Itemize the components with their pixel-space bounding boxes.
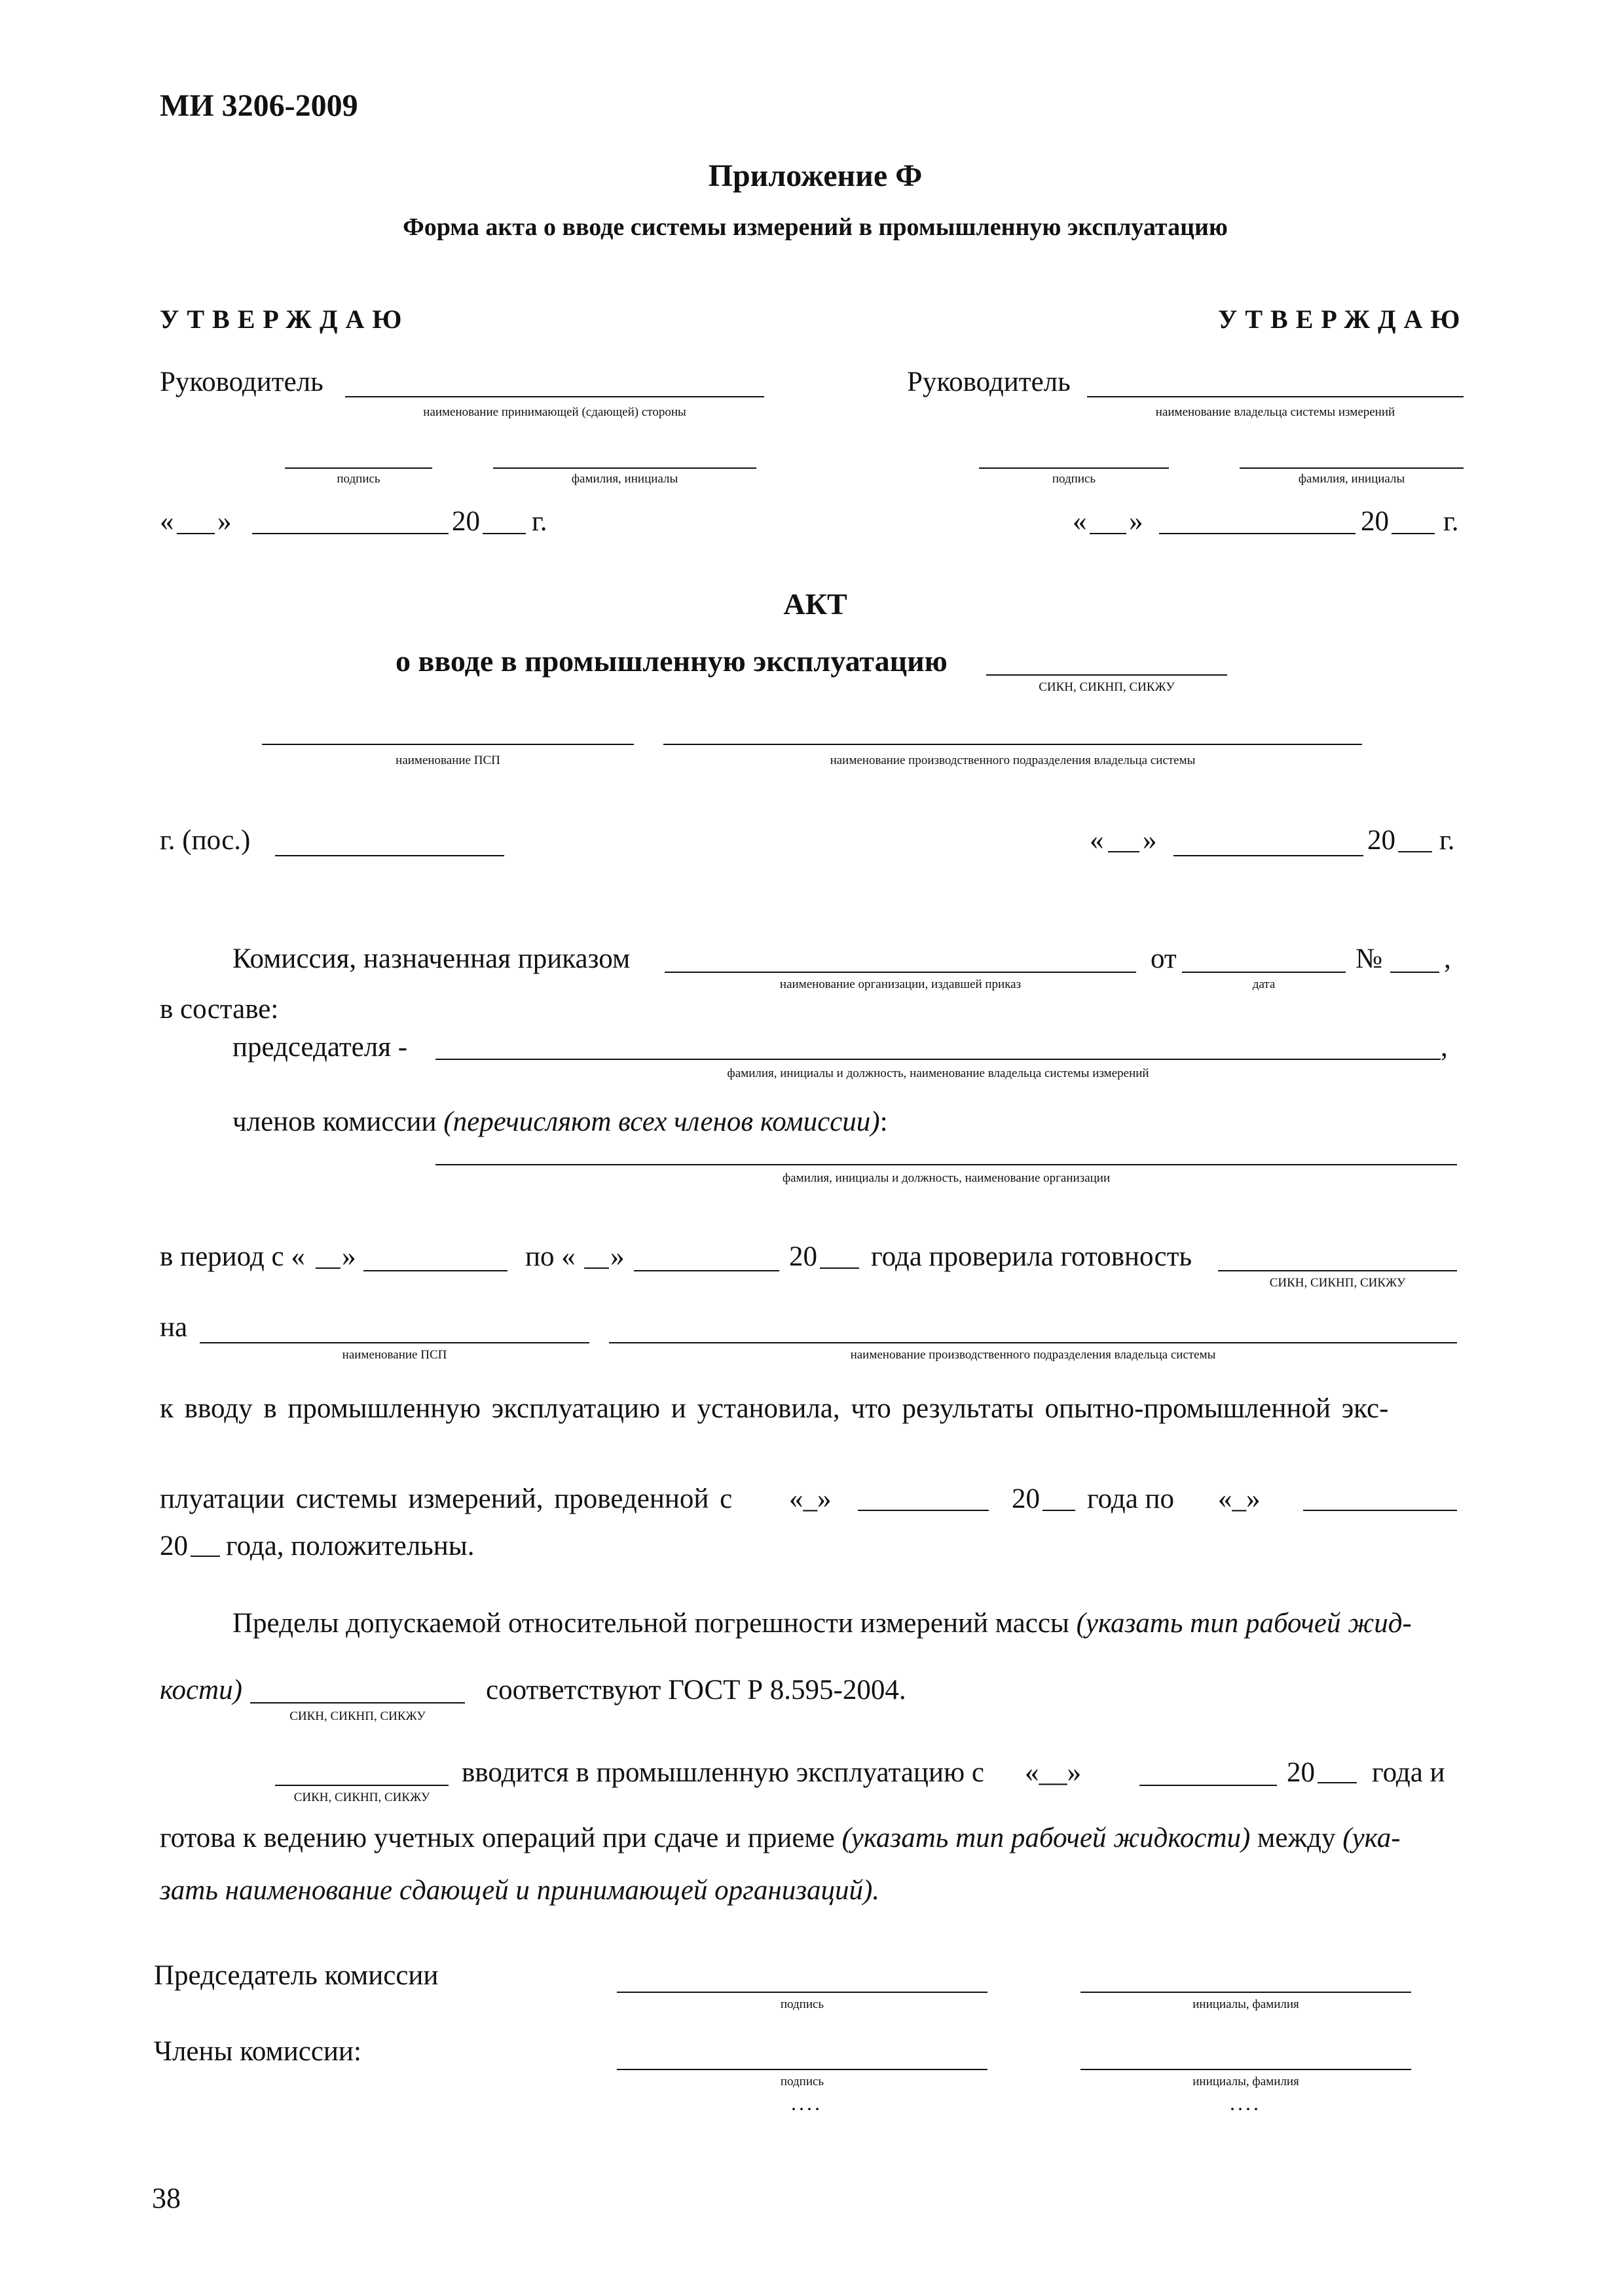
act-subtitle: о вводе в промышленную эксплуатацию (396, 644, 948, 678)
gost-text: соответствуют ГОСТ Р 8.595-2004. (486, 1675, 906, 1705)
right-name-line (1240, 467, 1464, 469)
chairman-caption: фамилия, инициалы и должность, наименование владельца системы измерений (727, 1066, 1149, 1080)
right-date-year-line (1392, 533, 1435, 534)
act-system-line (986, 674, 1227, 676)
chairman-sign-line (617, 1992, 987, 1993)
right-date-day-line (1090, 533, 1126, 534)
members-sign-dots: .... (791, 2091, 822, 2115)
act-psp-line (262, 744, 634, 745)
members-colon: : (879, 1106, 888, 1137)
document-code: МИ 3206-2009 (160, 88, 358, 123)
left-name-line (493, 467, 756, 469)
period-at-label: на (160, 1312, 188, 1343)
period-from-month-line (363, 1270, 507, 1271)
body-line-3-year: 20 (160, 1531, 188, 1561)
left-date-suffix: г. (532, 506, 547, 537)
form-title: Форма акта о вводе системы измерений в промышленную эксплуатацию (403, 213, 1228, 241)
act-date-open-quote: « (1090, 825, 1104, 856)
period-to-month-line (634, 1270, 779, 1271)
right-date-month-line (1159, 533, 1356, 534)
period-division-line (609, 1342, 1457, 1343)
act-date-month-line (1173, 855, 1363, 856)
left-head-label: Руководитель (160, 367, 323, 397)
city-line (275, 855, 504, 856)
commission-org-caption: наименование организации, издавшей приказ (779, 977, 1022, 991)
right-date-year: 20 (1361, 506, 1389, 537)
left-date-close-quote: » (217, 506, 232, 537)
ready-line (160, 1824, 1401, 1852)
commission-appointed-label: Комиссия, назначенная приказом (232, 943, 631, 974)
page-number: 38 (152, 2182, 181, 2214)
period-year: 20 (789, 1241, 817, 1272)
period-checked-label: года проверила готовность (871, 1241, 1192, 1272)
chairman-name-caption: инициалы, фамилия (1192, 1997, 1299, 2011)
members-name-dots: .... (1230, 2091, 1261, 2115)
composition-label: в составе: (160, 994, 279, 1025)
period-system-caption: СИКН, СИКНП, СИКЖУ (1269, 1276, 1406, 1290)
ready-note-continued: зать наименование сдающей и принимающей организаций). (160, 1875, 880, 1906)
members-sign-line (617, 2069, 987, 2070)
period-to-day-line (584, 1267, 609, 1269)
members-line (435, 1164, 1457, 1165)
ready-note: (указать тип рабочей жидкости) (841, 1823, 1251, 1853)
left-head-caption: наименование принимающей (сдающей) стороны (423, 405, 686, 419)
enters-system-line (275, 1785, 449, 1786)
limits-note-continued: кости) (160, 1675, 242, 1705)
limits-text: Пределы допускаемой относительной погрешности измерений массы (232, 1608, 1069, 1639)
members-caption: фамилия, инициалы и должность, наименование организации (782, 1171, 1111, 1185)
act-date-day-line (1108, 851, 1139, 852)
limits-line (232, 1609, 1412, 1637)
signature-members-label: Члены комиссии: (154, 2036, 361, 2067)
act-system-caption: СИКН, СИКНП, СИКЖУ (1039, 680, 1175, 694)
members-sign-caption: подпись (780, 2075, 824, 2088)
right-name-caption: фамилия, инициалы (1298, 472, 1405, 486)
period-from-label: в период с « (160, 1241, 305, 1272)
right-sign-caption: подпись (1052, 472, 1096, 486)
left-name-caption: фамилия, инициалы (571, 472, 678, 486)
period-from-day-line (316, 1267, 341, 1269)
right-head-line (1087, 396, 1464, 397)
commission-comma: , (1444, 943, 1451, 974)
chairman-name-line (1080, 1992, 1411, 1993)
limits-note: (указать тип рабочей жид- (1076, 1608, 1412, 1639)
commission-date-line (1182, 972, 1346, 973)
commission-order-line (665, 972, 1136, 973)
body-line-3-end: года, положительны. (226, 1531, 475, 1561)
body-line-2-quote-2: «_» (1218, 1484, 1261, 1514)
commission-number-label: № (1356, 943, 1383, 974)
body-line-3-year-line (191, 1556, 220, 1557)
enters-year: 20 (1287, 1757, 1315, 1788)
left-date-month-line (252, 533, 449, 534)
act-division-line (663, 744, 1362, 745)
period-year-line (820, 1267, 859, 1269)
left-date-day-line (177, 533, 215, 534)
limits-system-line (250, 1702, 465, 1704)
ready-between: между (1257, 1823, 1336, 1853)
left-head-line (345, 396, 764, 397)
act-psp-caption: наименование ПСП (396, 754, 500, 767)
chairman-sign-caption: подпись (780, 1997, 824, 2011)
body-line-2-start: плуатации системы измерений, проведенной с (160, 1484, 733, 1514)
act-date-year-line (1398, 851, 1432, 852)
enters-quote: «__» (1025, 1757, 1081, 1788)
city-label: г. (пос.) (160, 825, 251, 856)
act-division-caption: наименование производственного подразделения владельца системы (830, 754, 1196, 767)
body-line-1: к вводу в промышленную эксплуатацию и установила, что результаты опытно-промышленной экс- (160, 1393, 1389, 1424)
enters-system-caption: СИКН, СИКНП, СИКЖУ (293, 1791, 430, 1804)
right-date-close-quote: » (1129, 506, 1143, 537)
body-line-2-year: 20 (1012, 1484, 1040, 1514)
approve-left: УТВЕРЖДАЮ (160, 304, 410, 334)
left-sign-line (285, 467, 432, 469)
act-date-year: 20 (1367, 825, 1395, 856)
right-head-caption: наименование владельца системы измерений (1155, 405, 1395, 419)
period-from-close: » (342, 1241, 356, 1272)
period-psp-caption: наименование ПСП (342, 1348, 447, 1362)
commission-from-label: от (1151, 943, 1177, 974)
enters-year-line (1318, 1782, 1357, 1783)
right-head-label: Руководитель (907, 367, 1071, 397)
act-date-close-quote: » (1143, 825, 1157, 856)
members-note: (перечисляют всех членов комиссии) (443, 1106, 880, 1137)
chairman-label: председателя - (232, 1032, 408, 1063)
members-name-line (1080, 2069, 1411, 2070)
left-sign-caption: подпись (337, 472, 380, 486)
act-date-suffix: г. (1439, 825, 1455, 856)
limits-system-caption: СИКН, СИКНП, СИКЖУ (289, 1709, 426, 1723)
ready-text: готова к ведению учетных операций при сдаче и приеме (160, 1823, 835, 1853)
period-psp-line (200, 1342, 589, 1343)
enters-end: года и (1372, 1757, 1445, 1788)
body-line-2-month-line (858, 1510, 989, 1511)
signature-chairman-label: Председатель комиссии (154, 1960, 439, 1991)
commission-date-caption: дата (1252, 977, 1276, 991)
enters-month-line (1139, 1785, 1277, 1786)
right-date-suffix: г. (1443, 506, 1459, 537)
body-line-2-quote-1: «_» (789, 1484, 832, 1514)
left-date-open-quote: « (160, 506, 174, 537)
members-label-text: членов комиссии (232, 1106, 437, 1137)
period-to-label: по « (525, 1241, 576, 1272)
body-line-2-month-line-2 (1303, 1510, 1457, 1511)
chairman-comma: , (1441, 1032, 1448, 1063)
body-line-2-year-line (1043, 1510, 1075, 1511)
period-system-line (1218, 1270, 1457, 1271)
left-date-year: 20 (452, 506, 480, 537)
act-title: АКТ (783, 587, 847, 621)
enters-text: вводится в промышленную эксплуатацию с (462, 1757, 984, 1788)
chairman-line (435, 1059, 1441, 1060)
members-name-caption: инициалы, фамилия (1192, 2075, 1299, 2088)
right-date-open-quote: « (1073, 506, 1087, 537)
ready-note-2: (ука- (1342, 1823, 1401, 1853)
commission-number-line (1390, 972, 1439, 973)
left-date-year-line (483, 533, 526, 534)
members-label (232, 1108, 888, 1136)
period-division-caption: наименование производственного подразделения владельца системы (850, 1348, 1216, 1362)
period-to-close: » (610, 1241, 625, 1272)
approve-right: УТВЕРЖДАЮ (1218, 304, 1468, 334)
body-line-2-mid: года по (1087, 1484, 1175, 1514)
appendix-title: Приложение Ф (708, 158, 923, 193)
right-sign-line (979, 467, 1169, 469)
